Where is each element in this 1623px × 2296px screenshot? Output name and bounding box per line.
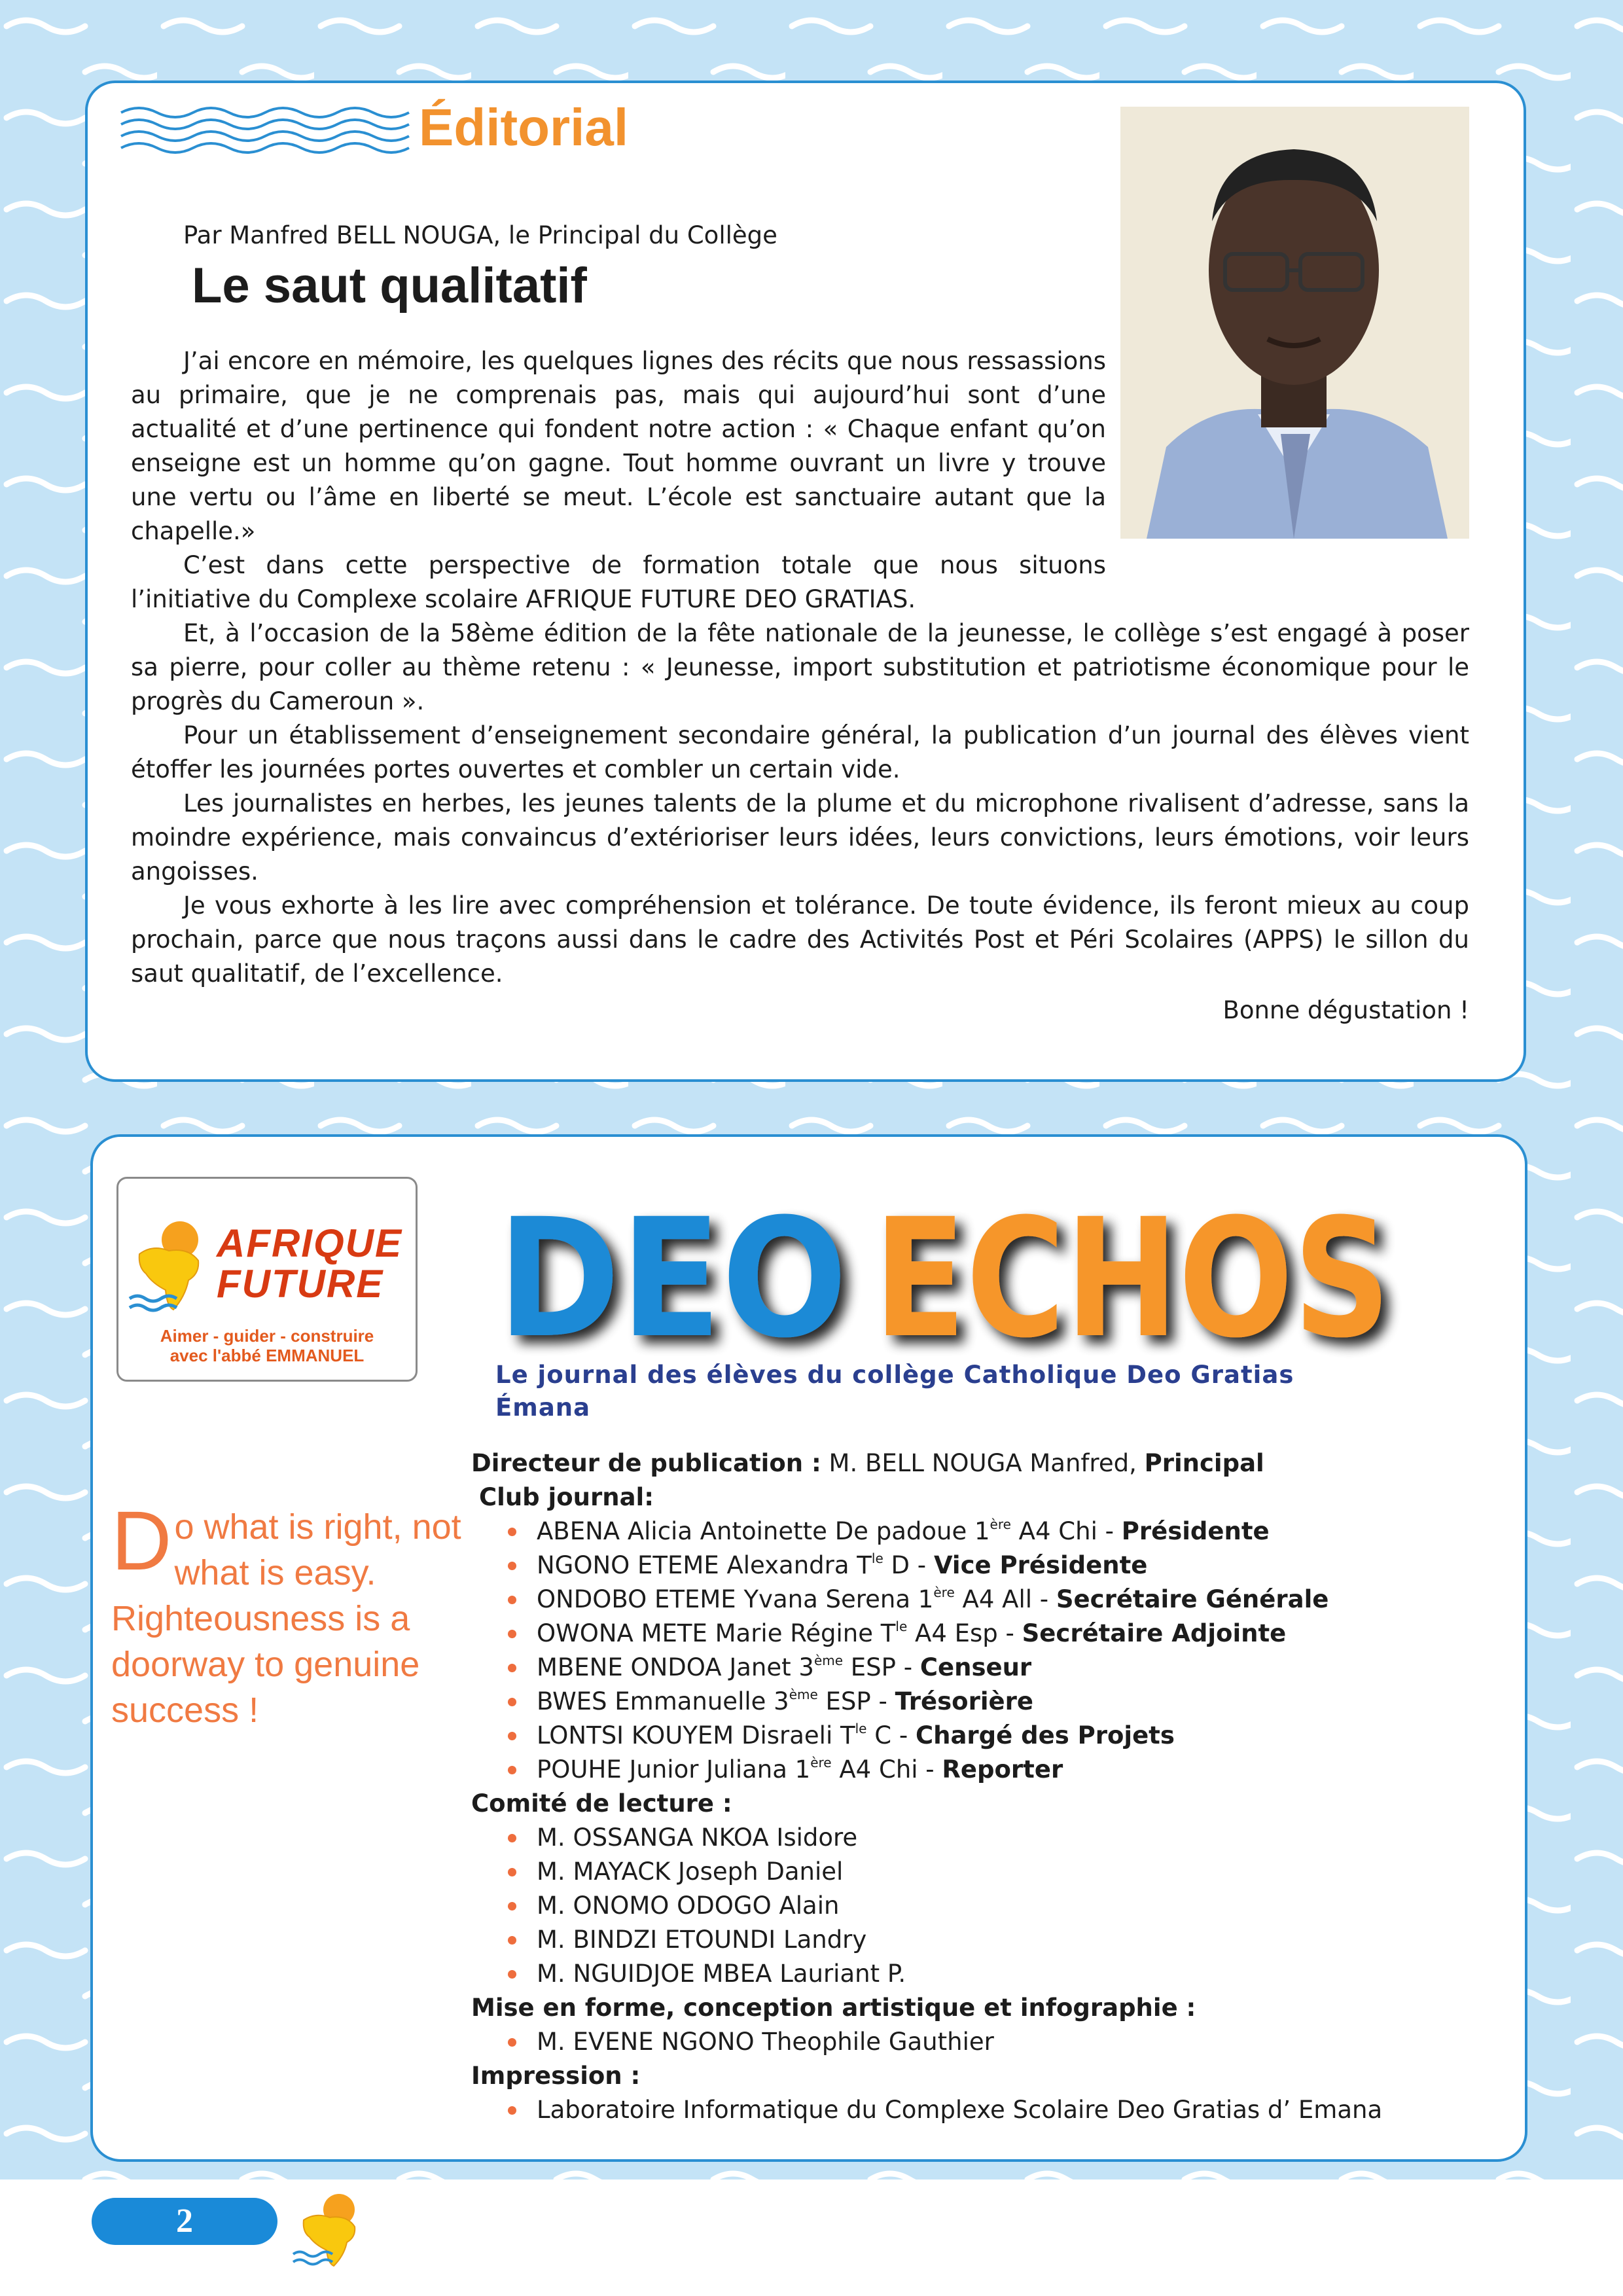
member-grade: ème (813, 1653, 844, 1668)
masthead-word-echos: ECHOS (874, 1183, 1391, 1374)
member-name: ABENA Alicia Antoinette De padoue 1 (537, 1517, 990, 1545)
member-class: D - (883, 1551, 934, 1579)
print-label: Impression : (471, 2062, 641, 2090)
logo-tagline (118, 1326, 416, 1365)
club-label: Club journal: (479, 1483, 654, 1511)
member-name: BWES Emmanuelle 3 (537, 1687, 789, 1715)
member-name: OWONA METE Marie Régine T (537, 1619, 896, 1647)
print-credits (471, 2093, 1492, 2127)
masthead-subtitle: Le journal des élèves du collège Catholique Deo Gratias Émana (495, 1361, 1294, 1422)
list-item (537, 1719, 1492, 1753)
list-item: Laboratoire Informatique du Complexe Scolaire Deo Gratias d’ Emana (537, 2093, 1492, 2127)
logo-tagline-line1: Aimer - guider - construire (160, 1326, 374, 1346)
member-role: Présidente (1121, 1517, 1270, 1545)
logo-name (217, 1223, 402, 1304)
member-class: A4 Chi - (1010, 1517, 1122, 1545)
member-role: Trésorière (895, 1687, 1033, 1715)
member-name: NGONO ETEME Alexandra T (537, 1551, 872, 1579)
list-item (537, 1515, 1492, 1549)
member-role: Reporter (942, 1755, 1063, 1784)
member-grade: ère (990, 1516, 1011, 1532)
list-item: M. BINDZI ETOUNDI Landry (537, 1923, 1492, 1957)
africa-sun-icon (126, 1215, 218, 1319)
member-name: ONDOBO ETEME Yvana Serena 1 (537, 1585, 934, 1613)
member-grade: le (871, 1551, 883, 1566)
director-label: Directeur de publication : (471, 1449, 821, 1477)
paragraph: Je vous exhorte à les lire avec compréhension et tolérance. De toute évidence, ils feront mieux au coup prochain, parce que nous traçons aussi dans le cadre des Activités Post et Péri Scolaires (APPS) le sillon du saut qualitatif, de l’excellence. (131, 891, 1469, 988)
director-line (471, 1446, 1492, 1480)
quote-text: o what is right, not what is easy. Righteousness is a doorway to genuine success ! (111, 1507, 461, 1730)
list-item (537, 1617, 1492, 1651)
layout-label: Mise en forme, conception artistique et infographie : (471, 1994, 1196, 2022)
list-item: M. ONOMO ODOGO Alain (537, 1889, 1492, 1923)
member-class: ESP - (817, 1687, 895, 1715)
editorial-body-bottom (131, 617, 1469, 991)
member-name: POUHE Junior Juliana 1 (537, 1755, 811, 1784)
member-grade: ère (810, 1755, 832, 1770)
layout-credits (471, 2025, 1492, 2059)
member-class: A4 All - (954, 1585, 1056, 1613)
paragraph: Et, à l’occasion de la 58ème édition de la fête nationale de la jeunesse, le collège s’est engagé à poser sa pierre, pour coller au thème retenu : « Jeunesse, import substitution et patriotisme économique pour le progrès du Cameroun ». (131, 619, 1469, 715)
afrique-future-logo (116, 1177, 418, 1382)
reading-committee (471, 1821, 1492, 1991)
member-class: ESP - (843, 1653, 920, 1681)
logo-tagline-line2: avec l'abbé EMMANUEL (169, 1346, 365, 1365)
director-role: Principal (1144, 1449, 1264, 1477)
paragraph: Les journalistes en herbes, les jeunes talents de la plume et du microphone rivalisent d’adresse, sans la moindre expérience, mais convaincus d’extérioriser leurs idées, leurs convictions, leurs émotions, voir leurs angoisses. (131, 789, 1469, 886)
member-name: MBENE ONDOA Janet 3 (537, 1653, 814, 1681)
principal-photo (1120, 107, 1469, 539)
africa-sun-icon (292, 2190, 370, 2269)
club-members (471, 1515, 1492, 1787)
list-item: M. OSSANGA NKOA Isidore (537, 1821, 1492, 1855)
list-item (537, 1651, 1492, 1685)
list-item (537, 1685, 1492, 1719)
paragraph: C’est dans cette perspective de formation totale que nous situons l’initiative du Complexe scolaire AFRIQUE FUTURE DEO GRATIAS. (131, 551, 1106, 613)
member-grade: le (855, 1721, 867, 1736)
member-grade: ère (933, 1585, 955, 1600)
credits-list (471, 1446, 1492, 2127)
member-grade: le (895, 1619, 908, 1634)
member-class: C - (866, 1721, 916, 1749)
editorial-closing: Bonne dégustation ! (1222, 996, 1469, 1024)
masthead-word-deo: DEO (497, 1183, 847, 1374)
logo-name-line2: FUTURE (217, 1262, 384, 1306)
list-item (537, 1549, 1492, 1583)
deo-echos-masthead (491, 1183, 1407, 1374)
list-item: M. NGUIDJOE MBEA Lauriant P. (537, 1957, 1492, 1991)
director-name: M. BELL NOUGA Manfred, (821, 1449, 1145, 1477)
quote-dropcap: D (111, 1494, 172, 1588)
member-role: Chargé des Projets (915, 1721, 1175, 1749)
list-item: M. EVENE NGONO Theophile Gauthier (537, 2025, 1492, 2059)
logo-name-line1: AFRIQUE (217, 1221, 402, 1265)
member-role: Secrétaire Générale (1056, 1585, 1329, 1613)
paragraph: Pour un établissement d’enseignement secondaire général, la publication d’un journal des élèves vient étoffer les journées portes ouvertes et combler un certain vide. (131, 721, 1469, 783)
member-role: Vice Présidente (933, 1551, 1148, 1579)
member-name: LONTSI KOUYEM Disraeli T (537, 1721, 855, 1749)
member-grade: ème (789, 1687, 818, 1702)
editorial-title: Le saut qualitatif (192, 258, 587, 314)
editorial-body-top (131, 344, 1106, 617)
member-class: A4 Esp - (907, 1619, 1022, 1647)
member-role: Secrétaire Adjointe (1022, 1619, 1287, 1647)
section-title: Éditorial (419, 98, 629, 156)
paragraph: J’ai encore en mémoire, les quelques lignes des récits que nous ressassions au primaire, que je ne comprenais pas, mais qui aujourd’hui sont d’une actualité et d’une pertinence qui fondent notre action : « Chaque enfant qu’on enseigne est un homme qu’on gagne. Tout homme ouvrant un livre y trouve une vertu ou l’âme en liberté se meut. L’école est sanctuaire autant que la chapelle.» (131, 347, 1106, 545)
reading-committee-label: Comité de lecture : (471, 1789, 732, 1818)
member-class: A4 Chi - (831, 1755, 942, 1784)
page-number: 2 (92, 2198, 277, 2245)
waves-icon (118, 98, 406, 157)
list-item: M. MAYACK Joseph Daniel (537, 1855, 1492, 1889)
list-item (537, 1583, 1492, 1617)
motto-quote (111, 1494, 478, 1733)
editorial-byline: Par Manfred BELL NOUGA, le Principal du Collège (183, 221, 777, 249)
member-role: Censeur (919, 1653, 1032, 1681)
list-item (537, 1753, 1492, 1787)
